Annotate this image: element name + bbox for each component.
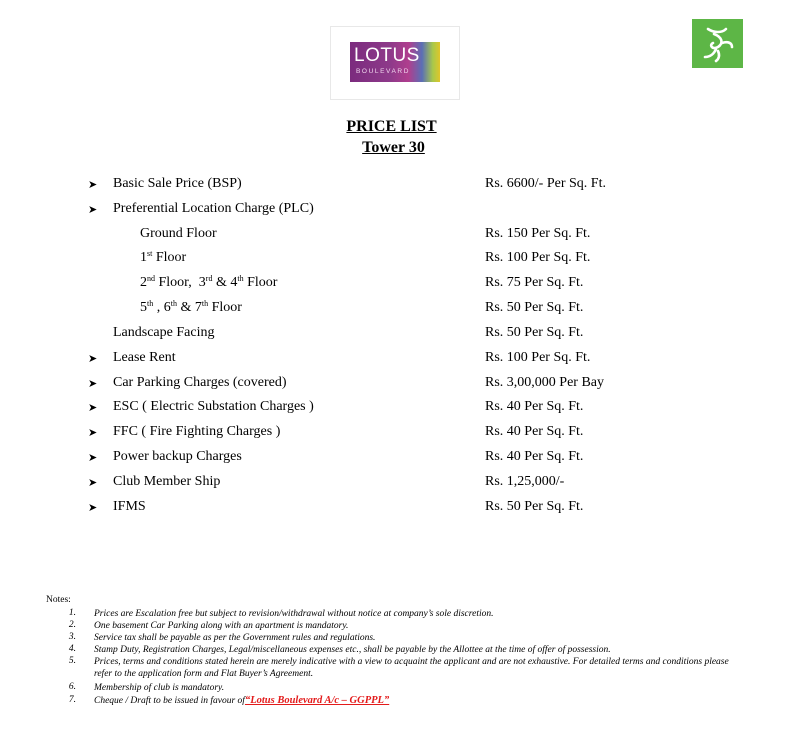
item-value: Rs. 50 Per Sq. Ft.	[485, 325, 584, 340]
price-row	[0, 499, 785, 521]
price-row	[0, 226, 785, 248]
page-subtitle: Tower 30	[362, 139, 425, 156]
note-text: Service tax shall be payable as per the Government rules and regulations.	[94, 633, 376, 643]
note-text: Membership of club is mandatory.	[94, 683, 225, 693]
item-label: 1st Floor	[140, 249, 187, 265]
price-row	[0, 399, 785, 421]
item-value: Rs. 40 Per Sq. Ft.	[485, 424, 584, 439]
price-row	[0, 275, 785, 297]
note-number: 3.	[68, 632, 76, 642]
item-label: Lease Rent	[113, 350, 176, 365]
note-number: 4.	[68, 644, 76, 654]
lotus-boulevard-logo	[330, 26, 460, 100]
item-value: Rs. 50 Per Sq. Ft.	[485, 499, 584, 514]
note-number: 6.	[68, 682, 76, 692]
item-value: Rs. 6600/- Per Sq. Ft.	[485, 176, 606, 191]
logo-subtext: BOULEVARD	[356, 68, 411, 75]
item-label: IFMS	[113, 499, 146, 514]
lotus-swirl-icon	[692, 19, 743, 68]
item-label: Ground Floor	[140, 226, 217, 241]
item-label: ESC ( Electric Substation Charges )	[113, 399, 314, 414]
item-label: 5th , 6th & 7th Floor	[140, 299, 242, 315]
account-name-highlight: “Lotus Boulevard A/c – GGPPL”	[244, 695, 390, 706]
item-label: 2nd Floor, 3rd & 4th Floor	[140, 274, 278, 290]
item-value: Rs. 1,25,000/-	[485, 474, 565, 489]
price-row	[0, 176, 785, 198]
item-value: Rs. 40 Per Sq. Ft.	[485, 399, 584, 414]
item-value: Rs. 75 Per Sq. Ft.	[485, 275, 584, 290]
bullet-arrow-icon: ➤	[88, 204, 98, 216]
bullet-arrow-icon: ➤	[88, 378, 98, 390]
price-row	[0, 449, 785, 471]
price-row	[0, 201, 785, 223]
item-label: Basic Sale Price (BSP)	[113, 176, 242, 191]
item-label: Club Member Ship	[113, 474, 221, 489]
price-row	[0, 300, 785, 322]
price-row	[0, 474, 785, 496]
logo-brand: LOTUS	[354, 45, 420, 66]
bullet-arrow-icon: ➤	[88, 502, 98, 514]
item-label: Car Parking Charges (covered)	[113, 375, 287, 390]
note-text	[94, 695, 744, 707]
notes-title: Notes:	[46, 595, 71, 605]
bullet-arrow-icon: ➤	[88, 452, 98, 464]
page-title: PRICE LIST	[346, 118, 437, 135]
bullet-arrow-icon: ➤	[88, 179, 98, 191]
price-row	[0, 350, 785, 372]
price-row	[0, 375, 785, 397]
item-value: Rs. 100 Per Sq. Ft.	[485, 350, 591, 365]
item-label: FFC ( Fire Fighting Charges )	[113, 424, 281, 439]
note-text: Prices, terms and conditions stated herein are merely indicative with a view to acquaint the applicant and are not exhaustive. For detailed terms and conditions please refer to the application form and Flat Buyer’s Agreement.	[94, 657, 729, 679]
note-text-main: Cheque / Draft to be issued in favour of	[94, 696, 245, 706]
note-text: One basement Car Parking along with an apartment is mandatory.	[94, 621, 349, 631]
bullet-arrow-icon: ➤	[88, 402, 98, 414]
note-number: 7.	[68, 695, 76, 705]
item-value: Rs. 50 Per Sq. Ft.	[485, 300, 584, 315]
note-text: Stamp Duty, Registration Charges, Legal/miscellaneous expenses etc., shall be payable by the Allottee at the time of offer of possession.	[94, 645, 611, 655]
bullet-arrow-icon: ➤	[88, 477, 98, 489]
note-text: Prices are Escalation free but subject to revision/withdrawal without notice at company’s sole discretion.	[94, 609, 494, 619]
price-row	[0, 325, 785, 347]
logo-banner	[350, 42, 440, 82]
note-number: 2.	[68, 620, 76, 630]
item-value: Rs. 100 Per Sq. Ft.	[485, 250, 591, 265]
note-number: 5.	[68, 656, 76, 666]
item-value: Rs. 3,00,000 Per Bay	[485, 375, 604, 390]
item-value: Rs. 40 Per Sq. Ft.	[485, 449, 584, 464]
item-label: Landscape Facing	[113, 325, 215, 340]
note-number: 1.	[68, 608, 76, 618]
item-value: Rs. 150 Per Sq. Ft.	[485, 226, 591, 241]
price-row	[0, 424, 785, 446]
item-label: Power backup Charges	[113, 449, 242, 464]
price-row	[0, 250, 785, 272]
bullet-arrow-icon: ➤	[88, 427, 98, 439]
item-label: Preferential Location Charge (PLC)	[113, 201, 314, 216]
bullet-arrow-icon: ➤	[88, 353, 98, 365]
